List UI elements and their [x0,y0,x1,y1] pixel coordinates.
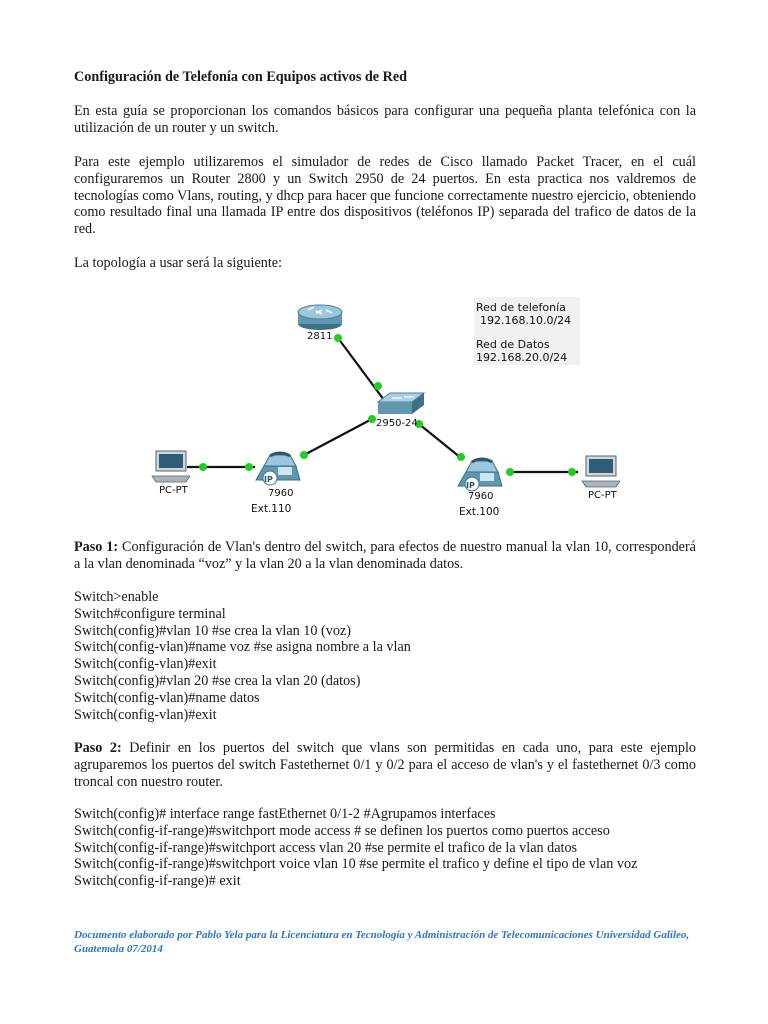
step1-label: Paso 1: [74,539,119,555]
ip-badge: IP [466,481,475,490]
step2-paragraph [74,740,696,790]
command-line: Switch(config)#vlan 20 #se crea la vlan 20 (datos) [74,672,361,689]
pc-left-label: PC-PT [159,485,188,496]
voice-network-address: 192.168.10.0/24 [480,314,572,327]
description-paragraph: Para este ejemplo utilizaremos el simulador de redes de Cisco llamado Packet Tracer, en el cuál configuraremos un Router 2800 y un Switch 2950 de 24 puertos. En esta practica nos valdremos de tecnologías como Vlans, routing, y dhcp para hacer que funcione correctamente nuestro ejercicio, obteniendo como resultado final una llamada IP entre dos dispositivos (teléfonos IP) separada del trafico de datos de la red. [74,154,696,238]
step1-commands [74,589,696,723]
phone-left-extension: Ext.110 [251,503,292,515]
phone-left-model: 7960 [268,488,294,499]
topology-diagram [140,290,620,530]
status-dot [199,463,207,471]
topology-intro: La topología a usar será la siguiente: [74,255,283,271]
link-switch-phone-right [419,424,461,458]
command-line: Switch(config-if-range)#switchport mode access # se definen los puertos como puertos acceso [74,822,610,839]
command-line: Switch(config-vlan)#exit [74,706,217,723]
step2-commands [74,806,696,890]
link-router-switch [338,338,384,400]
switch-icon [378,393,424,414]
command-line: Switch(config-vlan)#name voz #se asigna nombre a la vlan [74,639,411,656]
document-footer: Documento elaborado por Pablo Yela para la Licenciatura en Tecnología y Administración de Telecomunicaciones Universidad Galileo, Guatemala 07/2014 [74,929,690,955]
step1-paragraph [74,539,696,573]
step1-text: Configuración de Vlan's dentro del switch, para efectos de nuestro manual la vlan 10, corresponderá a la vlan denominada “voz” y la vlan 20 a la vlan denominada datos. [74,539,696,572]
status-dot [568,468,576,476]
command-line: Switch>enable [74,589,159,605]
command-line: Switch(config-if-range)#switchport access vlan 20 #se permite el trafico de la vlan datos [74,839,578,856]
link-switch-phone-left [304,419,372,455]
voice-network-title: Red de telefonía [476,301,566,314]
command-line: Switch#configure terminal [74,605,226,622]
pc-left-icon [152,451,190,482]
command-line: Switch(config-vlan)#name datos [74,689,260,706]
status-dot [368,415,376,423]
ip-badge: IP [264,475,273,484]
command-line: Switch(config)#vlan 10 #se crea la vlan 10 (voz) [74,622,351,639]
switch-label: 2950-24 [376,418,418,429]
ip-phone-right-icon [458,459,502,491]
step2-label: Paso 2: [74,740,122,756]
command-line: Switch(config)# interface range fastEthernet 0/1-2 #Agrupamos interfaces [74,806,496,822]
status-dot [334,334,342,342]
command-line: Switch(config-if-range)# exit [74,873,241,890]
pc-right-label: PC-PT [588,490,617,501]
step2-text: Definir en los puertos del switch que vlans son permitidas en cada uno, para este ejemplo agruparemos los puertos del switch Fastethernet 0/1 y 0/2 para el acceso de vlan's y el fastethernet 0/3 como troncal con nuestro router. [74,740,696,790]
pc-right-icon [582,456,620,487]
ip-phone-left-icon [256,453,300,485]
intro-paragraph: En esta guía se proporcionan los comandos básicos para configurar una pequeña planta telefónica con la utilización de un router y un switch. [74,103,696,136]
status-dot [374,382,382,390]
document-title: Configuración de Telefonía con Equipos activos de Red [74,69,408,85]
status-dot [506,468,514,476]
data-network-title: Red de Datos [476,338,550,351]
command-line: Switch(config-vlan)#exit [74,656,217,673]
status-dot [300,451,308,459]
status-dot [245,463,253,471]
router-icon [298,305,342,330]
data-network-address: 192.168.20.0/24 [476,351,568,364]
command-line: Switch(config-if-range)#switchport voice vlan 10 #se permite el trafico y define el tipo de vlan voz [74,856,638,873]
router-label: 2811 [307,331,333,342]
phone-right-model: 7960 [468,491,494,502]
phone-right-extension: Ext.100 [459,506,500,518]
status-dot [457,453,465,461]
